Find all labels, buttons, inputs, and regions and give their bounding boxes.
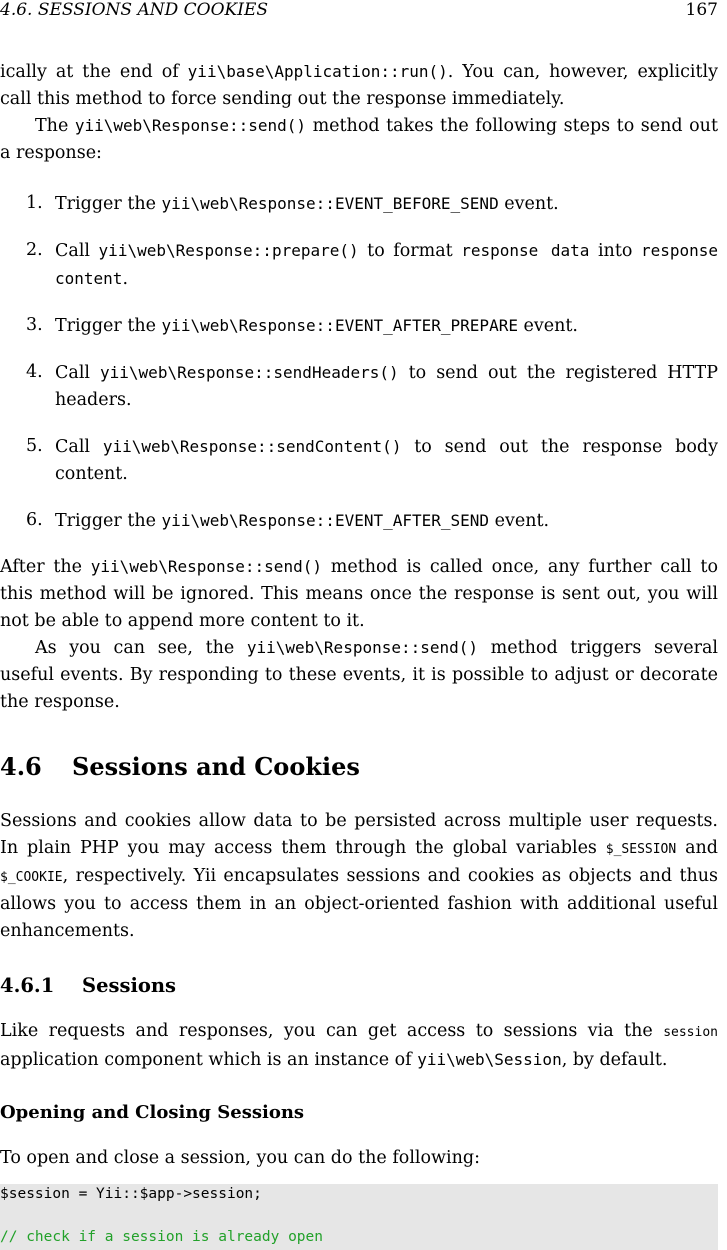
running-header-section: 4.6. SESSIONS AND COOKIES bbox=[0, 0, 269, 20]
paragraph-7: To open and close a session, you can do the following: bbox=[0, 1148, 481, 1168]
list-item: 1. Trigger the yii\web\Response::EVENT_BEFORE_SEND event. bbox=[26, 193, 559, 214]
inline-code: yii\web\Response::send() bbox=[246, 638, 479, 657]
inline-code: $_COOKIE bbox=[0, 870, 63, 885]
list-item: 5. Call yii\web\Response::sendContent() to send out the response body content. bbox=[26, 436, 718, 484]
list-item: 3. Trigger the yii\web\Response::EVENT_AFTER_PREPARE event. bbox=[26, 315, 578, 336]
inline-code: yii\base\Application::run() bbox=[187, 62, 448, 81]
code-line: $session = Yii::$app->session; bbox=[0, 1186, 262, 1202]
code-block bbox=[0, 1184, 718, 1250]
section-heading: 4.6 Sessions and Cookies bbox=[0, 752, 360, 781]
running-header bbox=[0, 0, 718, 22]
inline-code: session bbox=[663, 1025, 718, 1040]
list-item: 2. Call yii\web\Response::prepare() to format response data into response content. bbox=[26, 240, 718, 289]
code-comment-line: // check if a session is already open bbox=[0, 1229, 324, 1245]
inline-code: yii\web\Response::send() bbox=[74, 116, 307, 135]
inline-code: yii\web\Session bbox=[417, 1050, 562, 1069]
inline-code: yii\web\Response::send() bbox=[90, 557, 322, 576]
paragraph-2: The yii\web\Response::send() method takes the following steps to send out a response: bbox=[0, 116, 718, 163]
subsection-heading: 4.6.1 Sessions bbox=[0, 974, 177, 997]
steps-list bbox=[0, 190, 718, 554]
page-number: 167 bbox=[685, 0, 718, 20]
list-item: 4. Call yii\web\Response::sendHeaders() to send out the registered HTTP headers. bbox=[26, 362, 718, 410]
paragraph-1: ically at the end of yii\base\Application::run(). You can, however, explicitly call this method to force sending out the response immediately. bbox=[0, 62, 718, 109]
list-item: 6. Trigger the yii\web\Response::EVENT_AFTER_SEND event. bbox=[26, 510, 550, 531]
paragraph-5: Sessions and cookies allow data to be persisted across multiple user requests. In plain PHP you may access them through the global variables $_SESSION and $_COOKIE, respectively. Yii encapsulates sessions and cookies as objects and thus allows you to access them in an object-oriented fashion with additional useful enhancements. bbox=[0, 811, 718, 941]
paragraph-4: As you can see, the yii\web\Response::send() method triggers several useful events. By responding to these events, it is possible to adjust or decorate the response. bbox=[0, 638, 718, 712]
paragraph-3: After the yii\web\Response::send() method is called once, any further call to this method will be ignored. This means once the response is sent out, you will not be able to append more content to it. bbox=[0, 557, 718, 631]
paragraph-6: Like requests and responses, you can get access to sessions via the session application component which is an instance of yii\web\Session, by default. bbox=[0, 1021, 718, 1070]
paragraph-heading: Opening and Closing Sessions bbox=[0, 1102, 305, 1123]
inline-code: $_SESSION bbox=[605, 842, 677, 857]
